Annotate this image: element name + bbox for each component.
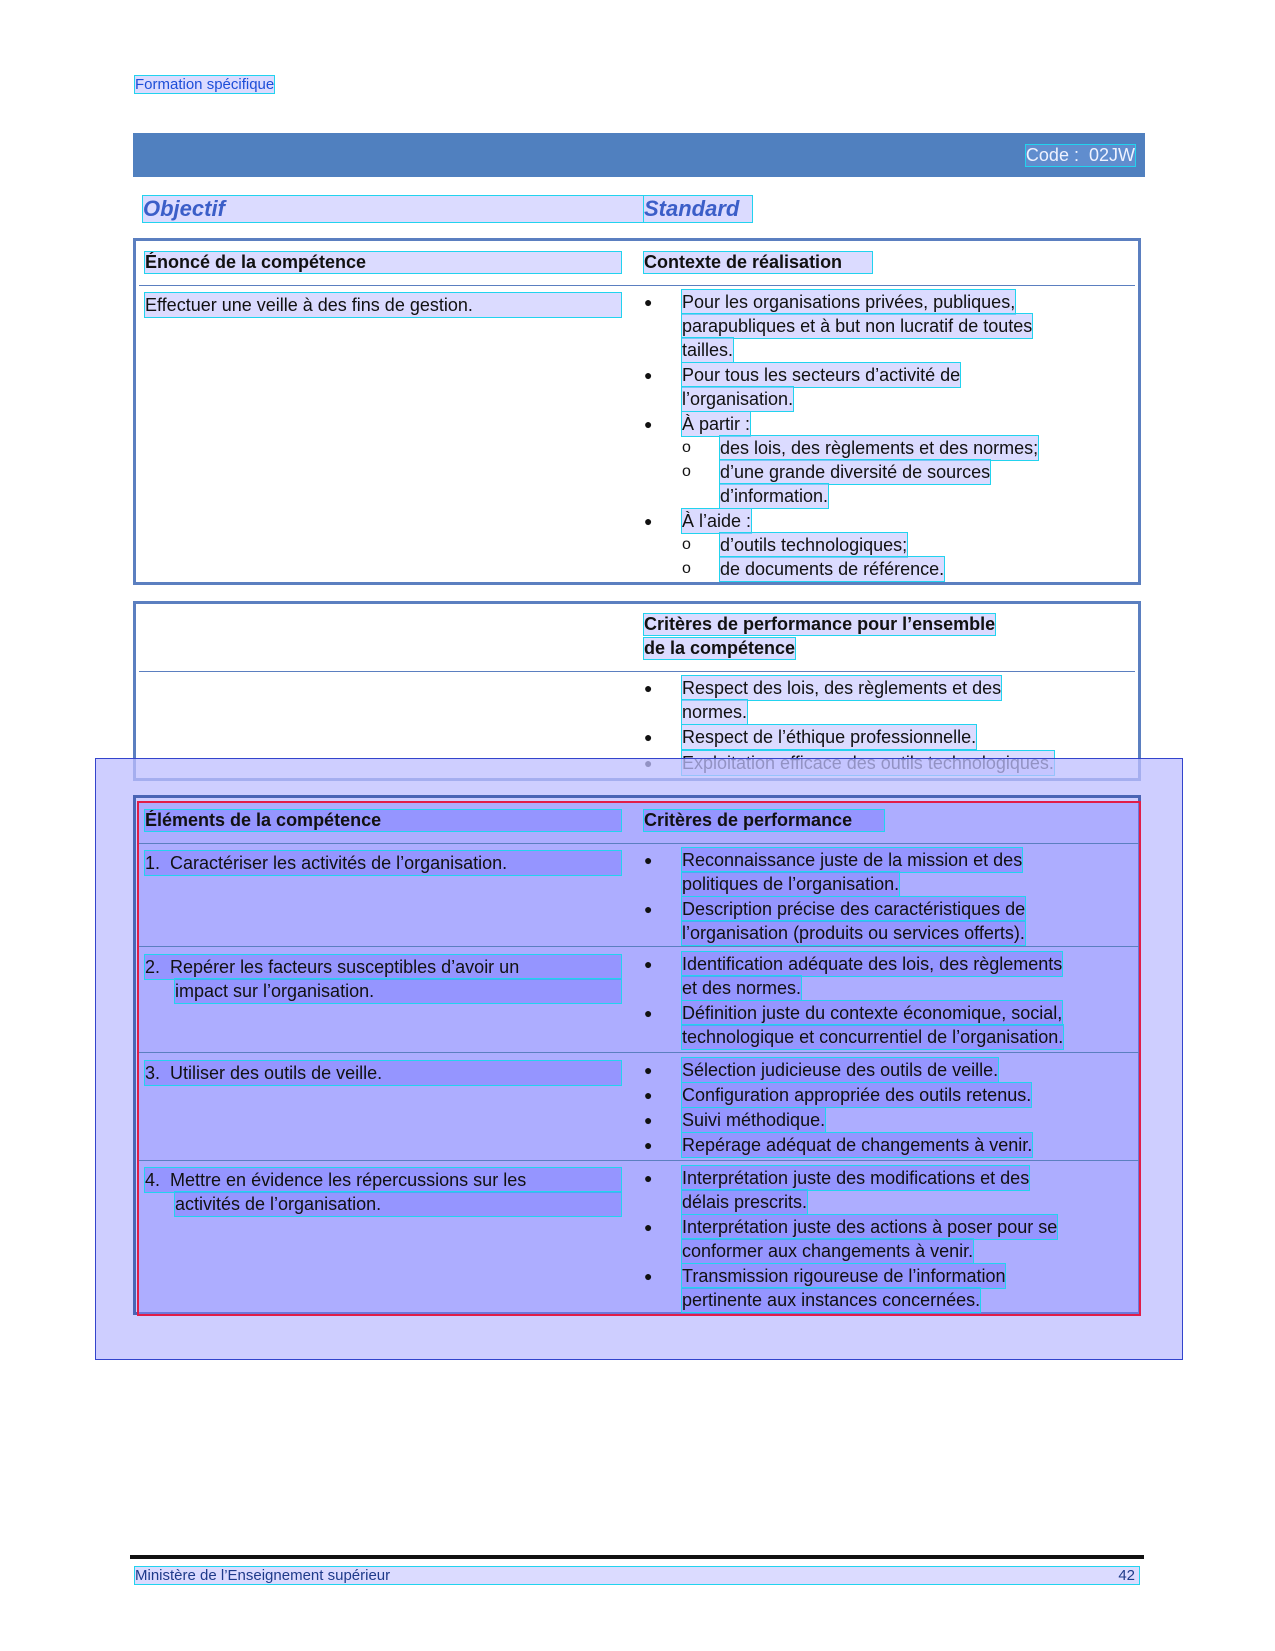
element-number: 3. — [145, 1063, 161, 1083]
criteria-line: Identification adéquate des lois, des règlements — [682, 954, 1063, 974]
criteria-line: conformer aux changements à venir. — [682, 1241, 974, 1261]
element-text-continued: impact sur l’organisation. — [175, 979, 621, 1003]
overall-criteria-header-line2: de la compétence — [644, 638, 796, 658]
competence-statement: Effectuer une veille à des fins de gestion. — [145, 293, 621, 317]
bullet-icon: ● — [644, 1219, 653, 1235]
bullet-icon: ● — [644, 680, 653, 696]
objective-title: Objectif — [143, 196, 643, 222]
competence-statement-header: Énoncé de la compétence — [145, 252, 621, 273]
sub-bullet-icon: o — [682, 439, 691, 456]
criteria-list — [644, 848, 1124, 948]
criteria-line: politiques de l’organisation. — [682, 874, 900, 894]
document-header-label: Formation spécifique — [135, 76, 275, 93]
criteria-line: Repérage adéquat de changements à venir. — [682, 1135, 1033, 1155]
bullet-icon: ● — [644, 1268, 653, 1284]
standard-title: Standard — [644, 196, 752, 222]
sub-bullet-icon: o — [682, 463, 691, 480]
context-line: Pour tous les secteurs d’activité de — [682, 365, 961, 385]
footer-ministry: Ministère de l’Enseignement supérieur — [135, 1567, 391, 1584]
bullet-icon: ● — [644, 1112, 653, 1128]
criteria-line: délais prescrits. — [682, 1192, 808, 1212]
element-item — [145, 1168, 621, 1192]
context-line: Pour les organisations privées, publiques, — [682, 292, 1016, 312]
element-text-continued: activités de l’organisation. — [175, 1192, 621, 1216]
bullet-icon: ● — [644, 294, 653, 310]
criteria-line: Définition juste du contexte économique, social, — [682, 1003, 1063, 1023]
criteria-line: Configuration appropriée des outils retenus. — [682, 1085, 1032, 1105]
bullet-icon: ● — [644, 367, 653, 383]
criteria-list — [644, 1166, 1124, 1316]
footer-rule — [130, 1555, 1144, 1559]
criteria-line: Interprétation juste des modifications et des — [682, 1168, 1030, 1188]
table-divider — [139, 843, 1139, 844]
table-divider — [139, 1052, 1139, 1053]
overall-criteria-header-line1: Critères de performance pour l’ensemble — [644, 614, 996, 634]
table-divider — [139, 1160, 1139, 1161]
performance-criteria-header: Critères de performance — [644, 810, 884, 831]
context-header: Contexte de réalisation — [644, 252, 872, 273]
bullet-icon: ● — [644, 513, 653, 529]
context-line: parapubliques et à but non lucratif de toutes — [682, 316, 1033, 336]
criteria-list — [644, 952, 1124, 1052]
criteria-line: Transmission rigoureuse de l’information — [682, 1266, 1006, 1286]
criteria-line: Sélection judicieuse des outils de veille. — [682, 1060, 999, 1080]
criteria-line: technologique et concurrentiel de l’organisation. — [682, 1027, 1064, 1047]
code-label — [1026, 145, 1135, 166]
element-number: 4. — [145, 1170, 161, 1190]
context-list — [644, 290, 1084, 580]
element-number: 1. — [145, 853, 161, 873]
element-text: Mettre en évidence les répercussions sur les — [170, 1170, 527, 1190]
code-label-text: Code : — [1025, 145, 1079, 165]
bullet-icon: ● — [644, 1005, 653, 1021]
element-item — [145, 851, 621, 875]
bullet-icon: ● — [644, 1062, 653, 1078]
context-line: d’information. — [720, 486, 829, 506]
element-text: Repérer les facteurs susceptibles d’avoir un — [170, 957, 520, 977]
element-item — [145, 955, 621, 979]
element-number: 2. — [145, 957, 161, 977]
context-line: tailles. — [682, 340, 734, 360]
element-item — [145, 1061, 621, 1085]
code-banner — [133, 133, 1145, 177]
elements-header: Éléments de la compétence — [145, 810, 621, 831]
element-text: Caractériser les activités de l’organisation. — [170, 853, 508, 873]
sub-bullet-icon: o — [682, 536, 691, 553]
bullet-icon: ● — [644, 416, 653, 432]
criteria-line: pertinente aux instances concernées. — [682, 1290, 981, 1310]
context-line: d’outils technologiques; — [720, 535, 908, 555]
criteria-line: Respect des lois, des règlements et des — [682, 678, 1002, 698]
criteria-line: normes. — [682, 702, 748, 722]
criteria-line: Description précise des caractéristiques de — [682, 899, 1026, 919]
table-divider — [139, 285, 1135, 286]
criteria-list — [644, 1058, 1124, 1158]
criteria-line: Suivi méthodique. — [682, 1110, 826, 1130]
context-line: À l’aide : — [682, 511, 752, 531]
bullet-icon: ● — [644, 852, 653, 868]
sub-bullet-icon: o — [682, 560, 691, 577]
criteria-line: et des normes. — [682, 978, 802, 998]
element-text: Utiliser des outils de veille. — [170, 1063, 383, 1083]
page-number: 42 — [1118, 1567, 1135, 1584]
bullet-icon: ● — [644, 1170, 653, 1186]
footer — [135, 1567, 1139, 1584]
bullet-icon: ● — [644, 956, 653, 972]
bullet-icon: ● — [644, 1137, 653, 1153]
table-divider — [139, 671, 1135, 672]
criteria-line: l’organisation (produits ou services offerts). — [682, 923, 1025, 943]
context-line: de documents de référence. — [720, 559, 945, 579]
context-line: d’une grande diversité de sources — [720, 462, 991, 482]
bullet-icon: ● — [644, 901, 653, 917]
criteria-line: Respect de l’éthique professionnelle. — [682, 727, 977, 747]
criteria-line: Reconnaissance juste de la mission et des — [682, 850, 1023, 870]
context-line: des lois, des règlements et des normes; — [720, 438, 1039, 458]
context-line: l’organisation. — [682, 389, 794, 409]
bullet-icon: ● — [644, 729, 653, 745]
criteria-line: Interprétation juste des actions à poser pour se — [682, 1217, 1058, 1237]
context-line: À partir : — [682, 414, 751, 434]
bullet-icon: ● — [644, 1087, 653, 1103]
code-value: 02JW — [1088, 145, 1135, 165]
